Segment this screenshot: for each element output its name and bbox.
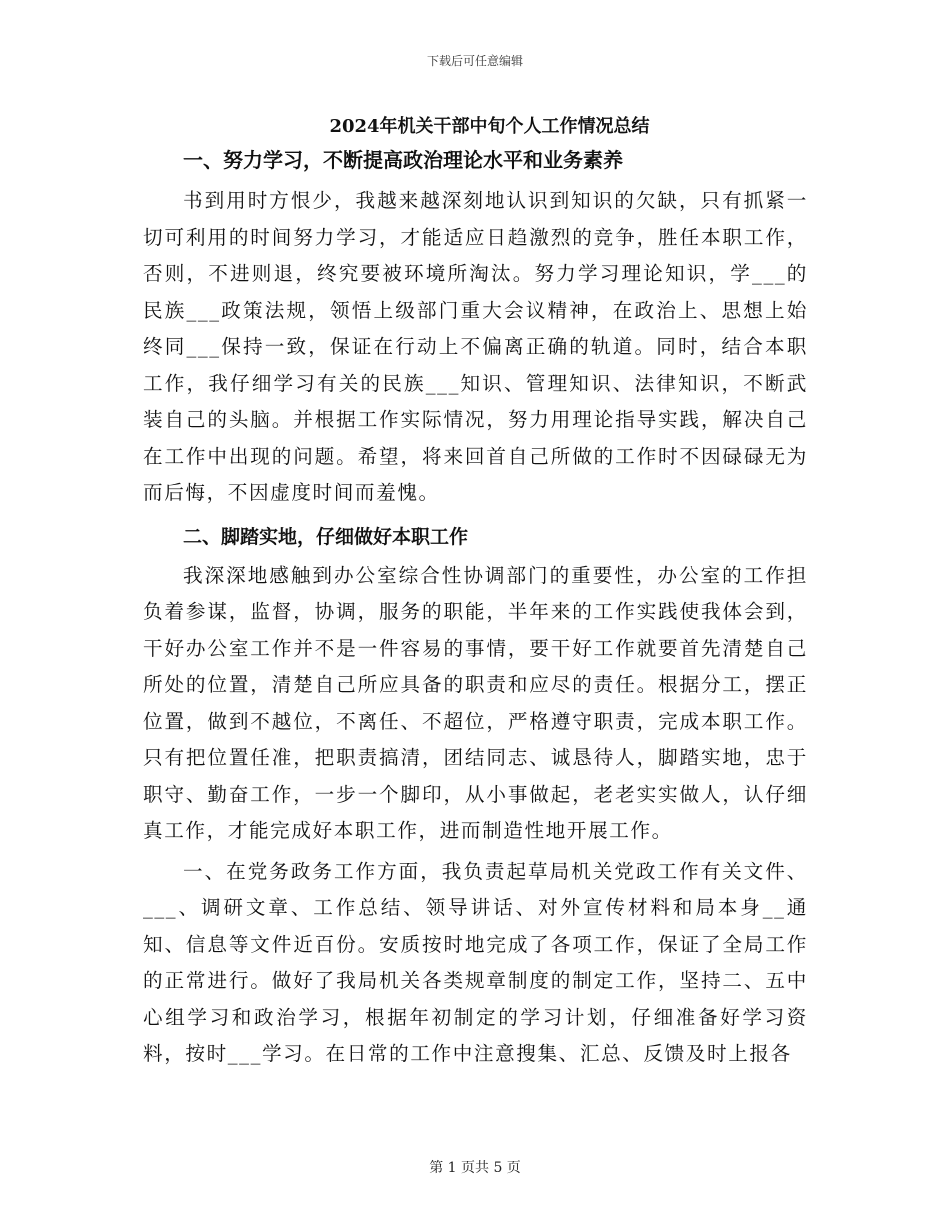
section-2-paragraph-2: 一、在党务政务工作方面，我负责起草局机关党政工作有关文件、___、调研文章、工作总结、领导讲话、对外宣传材料和局本身__通知、信息等文件近百份。安质按时地完成了各项工作，保证了全局工作的正常进行。做好了我局机关各类规章制度的制定工作，坚持二、五中心组学习和政治学习，根据年初制定的学习计划，仔细准备好学习资料，按时___学习。在日常的工作中注意搜集、汇总、反馈及时上报各 xyxy=(143,859,808,1065)
document-body xyxy=(143,111,808,1081)
page-number-footer: 第 1 页共 5 页 xyxy=(429,1160,521,1176)
section-heading-2: 二、脚踏实地，仔细做好本职工作 xyxy=(183,525,469,548)
header-note: 下载后可任意编辑 xyxy=(426,54,523,68)
document-title: 2024年机关干部中旬个人工作情况总结 xyxy=(329,116,650,137)
section-1-paragraph-1: 书到用时方恨少，我越来越深刻地认识到知识的欠缺，只有抓紧一切可利用的时间努力学习，才能适应日趋激烈的竞争，胜任本职工作，否则，不进则退，终究要被环境所淘汰。努力学习理论知识，学___的民族___政策法规，领悟上级部门重大会议精神，在政治上、思想上始终同___保持一致，保证在行动上不偏离正确的轨道。同时，结合本职工作，我仔细学习有关的民族___知识、管理知识、法律知识，不断武装自己的头脑。并根据工作实际情况，努力用理论指导实践，解决自己在工作中出现的问题。希望，将来回首自己所做的工作时不因碌碌无为而后悔，不因虚度时间而羞愧。 xyxy=(143,189,808,504)
section-2-paragraph-1: 我深深地感触到办公室综合性协调部门的重要性，办公室的工作担负着参谋，监督，协调，服务的职能，半年来的工作实践使我体会到，干好办公室工作并不是一件容易的事情，要干好工作就要首先清楚自己所处的位置，清楚自己所应具备的职责和应尽的责任。根据分工，摆正位置，做到不越位，不离任、不超位，严格遵守职责，完成本职工作。只有把位置任准，把职责搞清，团结同志、诚恳待人，脚踏实地，忠于职守、勤奋工作，一步一个脚印，从小事做起，老老实实做人，认仔细真工作，才能完成好本职工作，进而制造性地开展工作。 xyxy=(143,563,808,842)
section-heading-1: 一、努力学习，不断提高政治理论水平和业务素养 xyxy=(183,148,623,172)
